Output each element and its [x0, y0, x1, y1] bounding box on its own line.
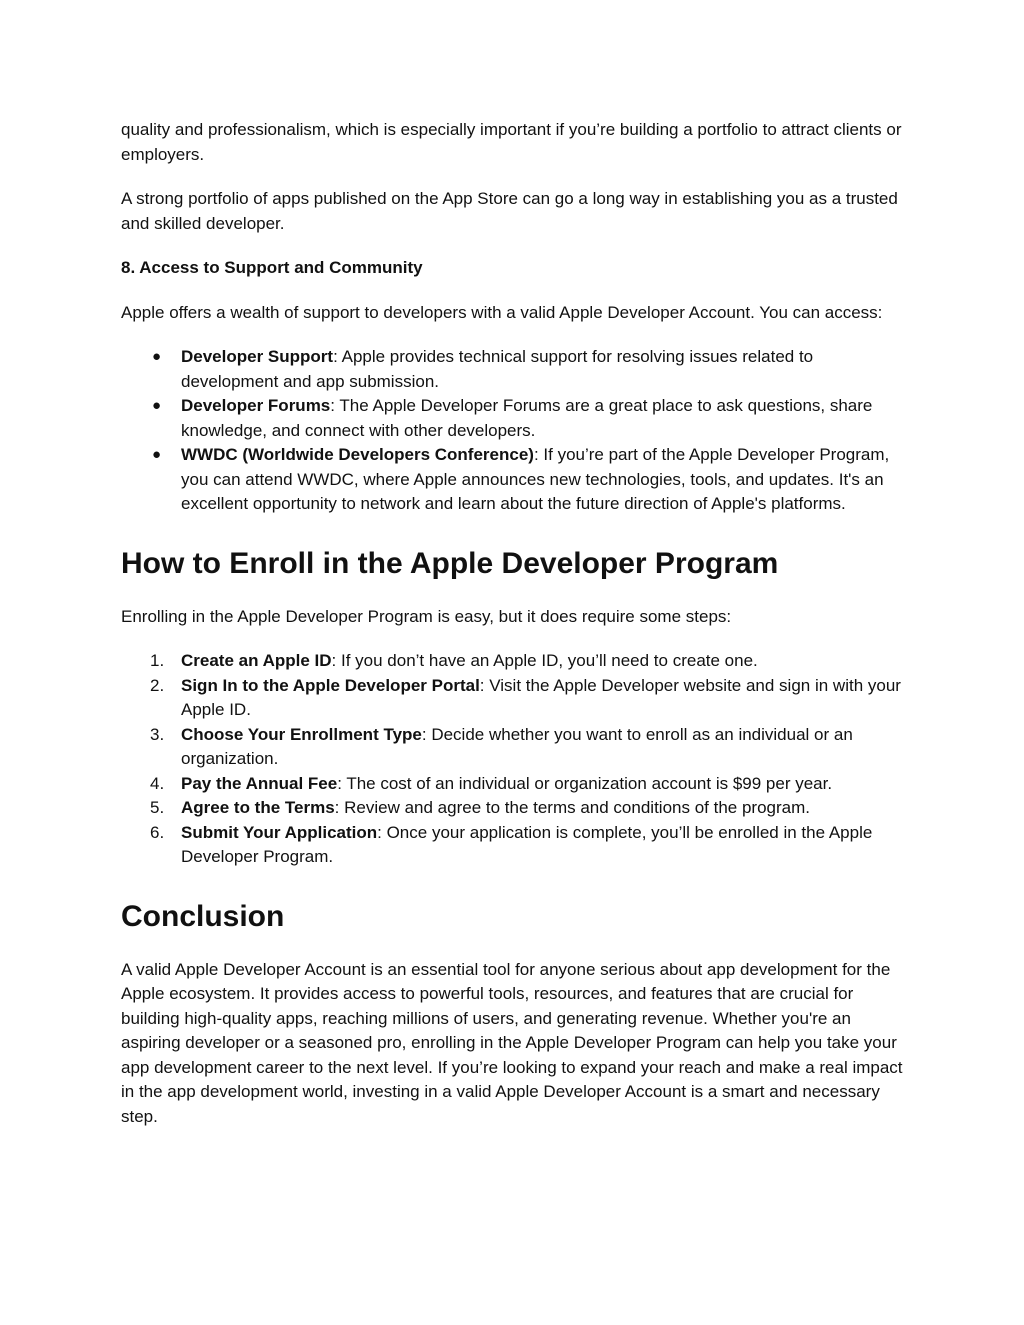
- list-item-text: : Once your application is complete, you’ll be enrolled in the Apple Developer Program.: [181, 822, 873, 866]
- list-item-text: : The Apple Developer Forums are a great place to ask questions, share knowledge, and connect with other developers.: [181, 396, 873, 440]
- list-item: [121, 723, 906, 772]
- list-item-term: Pay the Annual Fee: [181, 773, 338, 793]
- support-section-heading: 8. Access to Support and Community: [121, 258, 423, 277]
- list-item: [121, 796, 906, 821]
- list-item-term: Create an Apple ID: [181, 651, 332, 670]
- list-item: [121, 345, 906, 394]
- list-item-term: Submit Your Application: [181, 822, 378, 842]
- list-item: [121, 649, 906, 674]
- list-item: [121, 772, 906, 797]
- step-number: 6.: [150, 822, 165, 842]
- enroll-section-heading: How to Enroll in the Apple Developer Program: [121, 546, 779, 580]
- list-item-term: WWDC (Worldwide Developers Conference): [181, 445, 534, 464]
- enroll-intro-paragraph: Enrolling in the Apple Developer Program is easy, but it does require some steps:: [121, 606, 732, 626]
- list-item-term: Agree to the Terms: [181, 798, 335, 817]
- step-number: 4.: [150, 773, 165, 793]
- list-item-text: : The cost of an individual or organization account is $99 per year.: [337, 773, 833, 793]
- list-item-text: : Decide whether you want to enroll as an individual or an organization.: [181, 724, 853, 768]
- list-item: [121, 821, 906, 870]
- bullet-icon: ●: [152, 348, 162, 365]
- enroll-steps-list: [121, 649, 906, 870]
- list-item-text: : If you don’t have an Apple ID, you’ll need to create one.: [331, 651, 758, 670]
- list-item-term: Choose Your Enrollment Type: [181, 724, 422, 744]
- conclusion-heading: Conclusion: [121, 899, 285, 933]
- step-number: 2.: [150, 675, 165, 695]
- list-item-term: Developer Forums: [181, 396, 331, 415]
- intro-paragraph-1: quality and professionalism, which is especially important if you’re building a portfolio to attract clients or employers.: [121, 120, 902, 164]
- support-bullet-list: [121, 345, 906, 517]
- list-item-text: : Review and agree to the terms and conditions of the program.: [334, 798, 810, 817]
- conclusion-paragraph: A valid Apple Developer Account is an essential tool for anyone serious about app development for the Apple ecosystem. It provides access to powerful tools, resources, and features that are crucial for building high-quality apps, reaching millions of users, and generating revenue. Whether you're an aspiring developer or a seasoned pro, enrolling in the Apple Developer Program can help you take your app development career to the next level. If you’re looking to expand your reach and make a real impact in the app development world, investing in a valid Apple Developer Account is a smart and necessary step.: [121, 959, 903, 1126]
- support-intro-paragraph: Apple offers a wealth of support to developers with a valid Apple Developer Account. You can access:: [121, 302, 883, 322]
- list-item-text: : Visit the Apple Developer website and sign in with your Apple ID.: [181, 675, 901, 719]
- list-item: [121, 394, 906, 443]
- document-page: [121, 118, 906, 1129]
- intro-paragraph-2: A strong portfolio of apps published on the App Store can go a long way in establishing you as a trusted and skilled developer.: [121, 189, 898, 233]
- list-item-text: : If you’re part of the Apple Developer Program, you can attend WWDC, where Apple announces new technologies, tools, and updates. It's an excellent opportunity to network and learn about the future direction of Apple's platforms.: [181, 445, 890, 513]
- list-item-term: Sign In to the Apple Developer Portal: [181, 675, 480, 695]
- list-item-text: : Apple provides technical support for resolving issues related to development and app submission.: [181, 347, 814, 391]
- step-number: 1.: [150, 651, 165, 670]
- bullet-icon: ●: [152, 446, 162, 463]
- list-item-term: Developer Support: [181, 347, 334, 366]
- bullet-icon: ●: [152, 397, 162, 414]
- step-number: 3.: [150, 724, 165, 744]
- list-item: [121, 443, 906, 517]
- list-item: [121, 674, 906, 723]
- step-number: 5.: [150, 798, 165, 817]
